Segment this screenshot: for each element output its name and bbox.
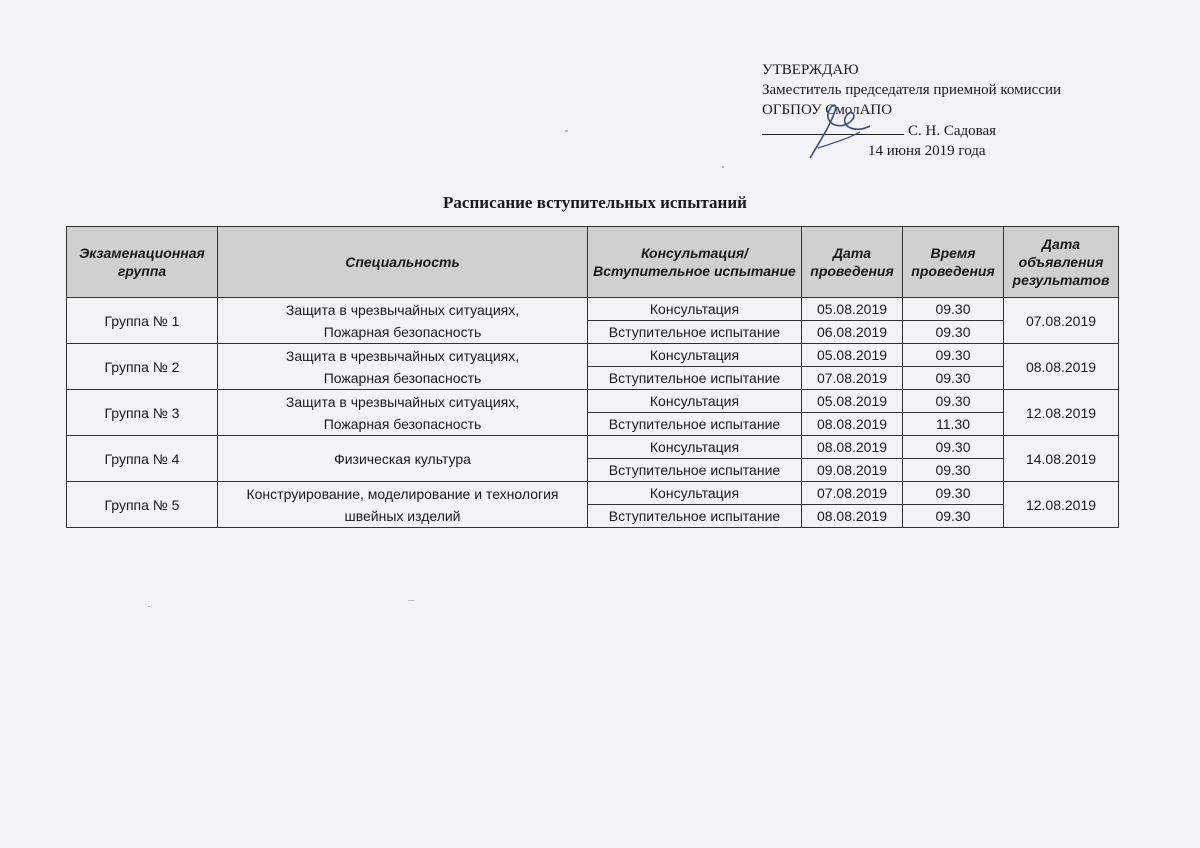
- specialty-line: Физическая культура: [334, 450, 471, 467]
- table-row: [67, 390, 1119, 413]
- event-date: 06.08.2019: [802, 321, 903, 344]
- event-time: 11.30: [903, 413, 1004, 436]
- paper-speck: [408, 600, 414, 601]
- approval-organization: ОГБПОУ СмолАПО: [762, 102, 893, 118]
- event-type: Консультация: [588, 298, 802, 321]
- table-row: [67, 298, 1119, 321]
- specialty-line: Защита в чрезвычайных ситуациях,: [285, 301, 520, 318]
- group-name: Группа № 1: [67, 298, 218, 344]
- paper-speck: [565, 130, 568, 132]
- event-type: Консультация: [588, 436, 802, 459]
- specialty-cell: [218, 482, 588, 528]
- results-date: 08.08.2019: [1004, 344, 1119, 390]
- group-name: Группа № 4: [67, 436, 218, 482]
- specialty-cell: [218, 298, 588, 344]
- event-time: 09.30: [903, 436, 1004, 459]
- event-time: 09.30: [903, 459, 1004, 482]
- header-type: Консультация/ Вступительное испытание: [588, 227, 802, 298]
- table-row: [67, 344, 1119, 367]
- event-date: 05.08.2019: [802, 298, 903, 321]
- approval-position: Заместитель председателя приемной комиссии: [762, 82, 1062, 98]
- header-results: Дата объявления результатов: [1004, 227, 1119, 298]
- schedule-table: [66, 226, 1119, 528]
- approval-heading: УТВЕРЖДАЮ: [762, 62, 859, 78]
- header-date: Дата проведения: [802, 227, 903, 298]
- event-type: Вступительное испытание: [588, 505, 802, 528]
- group-name: Группа № 3: [67, 390, 218, 436]
- event-date: 08.08.2019: [802, 505, 903, 528]
- specialty-cell: [218, 344, 588, 390]
- header-time: Время проведения: [903, 227, 1004, 298]
- event-type: Консультация: [588, 344, 802, 367]
- specialty-cell: [218, 390, 588, 436]
- event-type: Вступительное испытание: [588, 459, 802, 482]
- handwritten-signature: [800, 96, 880, 166]
- event-time: 09.30: [903, 344, 1004, 367]
- event-type: Вступительное испытание: [588, 413, 802, 436]
- results-date: 14.08.2019: [1004, 436, 1119, 482]
- results-date: 12.08.2019: [1004, 482, 1119, 528]
- specialty-line: Конструирование, моделирование и технология: [246, 485, 559, 502]
- paper-speck: [148, 606, 150, 607]
- specialty-cell: [218, 436, 588, 482]
- event-date: 08.08.2019: [802, 413, 903, 436]
- results-date: 12.08.2019: [1004, 390, 1119, 436]
- header-specialty: Специальность: [218, 227, 588, 298]
- event-time: 09.30: [903, 505, 1004, 528]
- event-type: Вступительное испытание: [588, 321, 802, 344]
- table-row: [67, 436, 1119, 459]
- table-row: [67, 482, 1119, 505]
- specialty-line: Пожарная безопасность: [323, 415, 482, 432]
- specialty-line: швейных изделий: [344, 507, 461, 524]
- specialty-line: Пожарная безопасность: [323, 323, 482, 340]
- event-date: 07.08.2019: [802, 367, 903, 390]
- group-name: Группа № 2: [67, 344, 218, 390]
- header-group: Экзаменационная группа: [67, 227, 218, 298]
- event-type: Консультация: [588, 390, 802, 413]
- event-time: 09.30: [903, 390, 1004, 413]
- event-type: Вступительное испытание: [588, 367, 802, 390]
- event-date: 05.08.2019: [802, 344, 903, 367]
- event-date: 05.08.2019: [802, 390, 903, 413]
- table-header-row: [67, 227, 1119, 298]
- event-type: Консультация: [588, 482, 802, 505]
- specialty-line: Пожарная безопасность: [323, 369, 482, 386]
- specialty-line: Защита в чрезвычайных ситуациях,: [285, 347, 520, 364]
- event-time: 09.30: [903, 321, 1004, 344]
- results-date: 07.08.2019: [1004, 298, 1119, 344]
- approval-signer: С. Н. Садовая: [908, 123, 997, 139]
- page-title: Расписание вступительных испытаний: [443, 193, 747, 212]
- event-date: 09.08.2019: [802, 459, 903, 482]
- approval-date: 14 июня 2019 года: [868, 143, 986, 159]
- event-time: 09.30: [903, 298, 1004, 321]
- specialty-line: Защита в чрезвычайных ситуациях,: [285, 393, 520, 410]
- event-time: 09.30: [903, 482, 1004, 505]
- event-date: 08.08.2019: [802, 436, 903, 459]
- event-time: 09.30: [903, 367, 1004, 390]
- event-date: 07.08.2019: [802, 482, 903, 505]
- paper-speck: [722, 166, 724, 168]
- group-name: Группа № 5: [67, 482, 218, 528]
